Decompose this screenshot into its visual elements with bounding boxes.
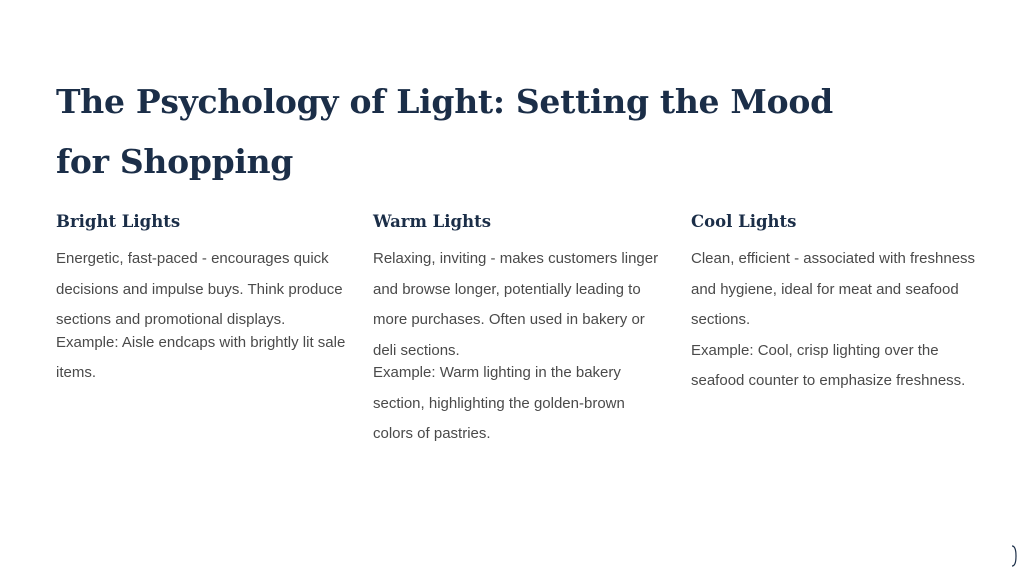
column-heading: Cool Lights [691,212,797,231]
bracket-icon [1011,545,1017,567]
column-description: Energetic, fast-paced - encourages quick decisions and impulse buys. Think produce sections and promotional displays. [56,250,343,328]
column-example: Example: Warm lighting in the bakery section, highlighting the golden-brown colors of pastries. [373,364,625,442]
column-heading: Bright Lights [56,212,181,231]
column-warm-lights [373,207,665,450]
column-description: Clean, efficient - associated with freshness and hygiene, ideal for meat and seafood sections. [691,250,976,328]
column-example: Example: Aisle endcaps with brightly lit sale items. [56,333,346,381]
slide-title: The Psychology of Light: Setting the Mood for Shopping [56,82,833,181]
column-example: Example: Cool, crisp lighting over the seafood counter to emphasize freshness. [691,341,966,389]
column-bright-lights [56,207,348,389]
column-heading: Warm Lights [373,212,491,231]
column-cool-lights [691,207,983,397]
column-description: Relaxing, inviting - makes customers linger and browse longer, potentially leading to more purchases. Often used in bakery or deli sections. [373,250,659,359]
